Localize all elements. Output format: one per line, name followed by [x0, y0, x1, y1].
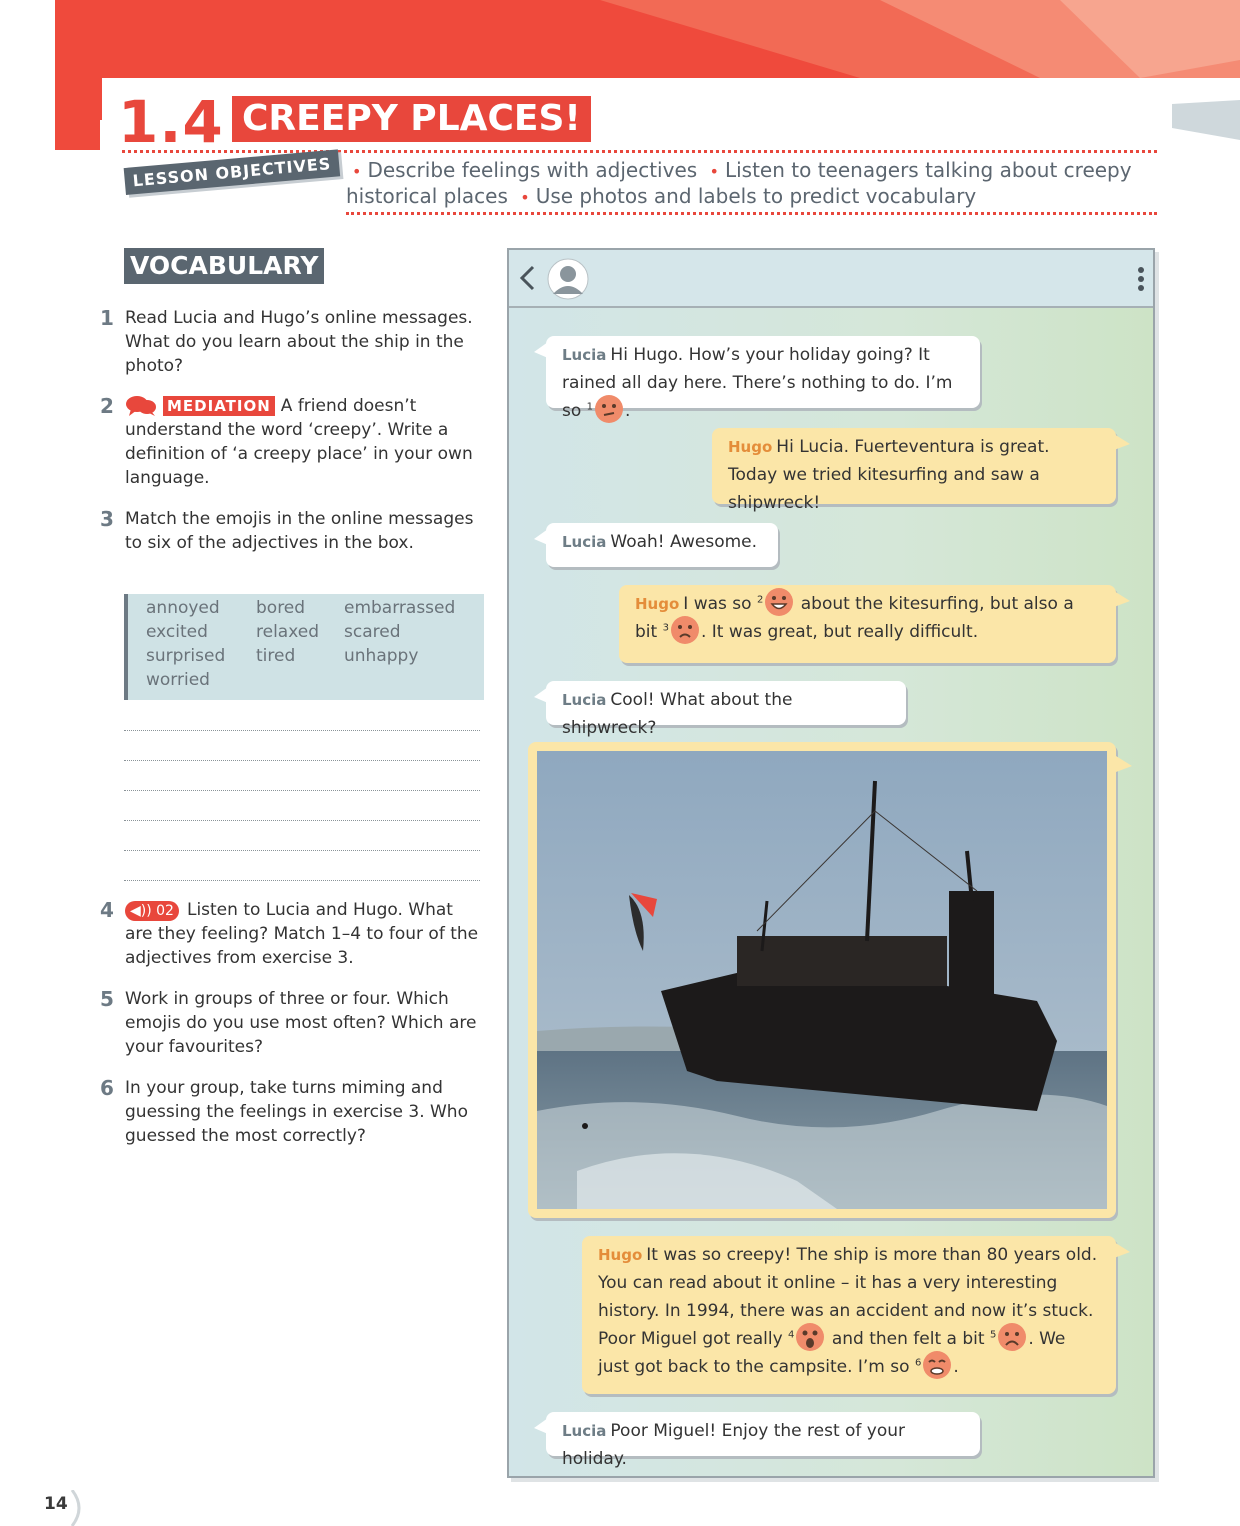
- message-text: Cool! What about the shipwreck?: [562, 690, 793, 738]
- word-item: embarrassed: [344, 598, 456, 618]
- objective-1: Describe feelings with adjectives: [367, 158, 698, 182]
- exercise-text: Read Lucia and Hugo’s online messages. What do you learn about the ship in the photo?: [125, 308, 473, 376]
- chat-message-hugo: [619, 585, 1116, 663]
- message-text: It was so creepy! The ship is more than 80 years old. You can read about it online – it has a very interesting history. In 1994, there was an accident and now it’s stuck. Poor Miguel got really: [598, 1245, 1098, 1349]
- emoji-number: 6: [914, 1357, 922, 1369]
- exercise-2-text: A friend doesn’t understand the word ‘creepy’. Write a definition of ‘a creepy place’ in your own language.: [125, 396, 473, 488]
- excited-emoji-icon: [764, 587, 794, 617]
- exercise-3: [100, 507, 480, 555]
- back-arrow-icon[interactable]: [517, 264, 539, 292]
- word-item: bored: [256, 598, 306, 618]
- exercise-text: Match the emojis in the online messages to six of the adjectives in the box.: [125, 509, 474, 553]
- surprised-emoji-icon: [795, 1322, 825, 1352]
- chat-message-hugo: [712, 428, 1116, 513]
- word-item: scared: [344, 622, 401, 642]
- chat-message-lucia: [546, 1412, 980, 1469]
- sender-name: Hugo: [598, 1246, 643, 1264]
- exercise-4-text: Listen to Lucia and Hugo. What are they feeling? Match 1–4 to four of the adjectives from exercise 3.: [125, 900, 479, 968]
- message-text: Hi Hugo. How’s your holiday going? It rained all day here. There’s nothing to do. I’m so: [562, 345, 953, 421]
- lesson-objectives: [346, 158, 1146, 210]
- lesson-number: 1.4: [118, 88, 224, 156]
- sender-name: Lucia: [562, 533, 607, 551]
- answer-line[interactable]: [124, 790, 480, 791]
- exercise-text: [125, 898, 480, 970]
- exercise-text: [125, 394, 480, 490]
- sender-name: Lucia: [562, 691, 607, 709]
- message-text: Woah! Awesome.: [610, 532, 758, 552]
- page-number: 14: [44, 1494, 68, 1514]
- bullet-icon: •: [709, 162, 719, 181]
- bullet-icon: •: [352, 162, 362, 181]
- exercise-4: [100, 898, 480, 970]
- chat-header-bar: [509, 250, 1153, 308]
- audio-track-button[interactable]: [125, 901, 179, 921]
- exercise-text: Work in groups of three or four. Which emojis do you use most often? Which are your favourites?: [125, 989, 477, 1057]
- message-text: and then felt a bit: [826, 1329, 990, 1349]
- exercise-number: 3: [100, 507, 114, 531]
- emoji-number: 3: [662, 622, 669, 634]
- emoji-number: 1: [586, 401, 594, 413]
- exercise-number: 6: [100, 1076, 114, 1100]
- section-heading-vocabulary: VOCABULARY: [124, 248, 324, 284]
- lesson-objectives-label: LESSON OBJECTIVES: [124, 149, 341, 195]
- exercise-number: 1: [100, 306, 114, 330]
- exercise-1: [100, 306, 480, 378]
- answer-line[interactable]: [124, 730, 480, 731]
- objective-2: Listen to teenagers talking about creepy historical places: [346, 158, 1132, 208]
- message-text: Hi Lucia. Fuerteventura is great. Today we tried kitesurfing and saw a shipwreck!: [728, 437, 1050, 513]
- word-item: excited: [146, 622, 208, 642]
- more-options-icon[interactable]: [1137, 266, 1145, 292]
- chat-message-lucia: [546, 681, 906, 738]
- message-text: . We just got back to the campsite. I’m so: [598, 1329, 1066, 1377]
- answer-line[interactable]: [124, 820, 480, 821]
- answer-line[interactable]: [124, 760, 480, 761]
- page-corner-curl: [70, 1490, 86, 1526]
- exercise-2: [100, 394, 480, 490]
- exercise-6: [100, 1076, 480, 1148]
- word-item: surprised: [146, 646, 226, 666]
- sender-name: Lucia: [562, 1422, 607, 1440]
- lesson-title: CREEPY PLACES!: [232, 96, 591, 142]
- word-item: annoyed: [146, 598, 220, 618]
- message-text: .: [953, 1357, 959, 1377]
- message-text: Poor Miguel! Enjoy the rest of your holiday.: [562, 1421, 906, 1469]
- objective-3: Use photos and labels to predict vocabulary: [535, 184, 977, 208]
- exercise-5: [100, 987, 480, 1059]
- exercise-number: 5: [100, 987, 114, 1011]
- speech-bubbles-icon: [125, 395, 157, 417]
- shipwreck-photo[interactable]: [537, 751, 1107, 1209]
- exercise-number: 2: [100, 394, 114, 418]
- speaker-icon: ◀)): [130, 903, 157, 919]
- bullet-icon: •: [520, 188, 530, 207]
- message-text: . It was great, but really difficult.: [700, 622, 979, 642]
- word-item: relaxed: [256, 622, 320, 642]
- message-text-end: .: [625, 401, 631, 421]
- word-box: [124, 594, 484, 700]
- audio-track-number: 02: [156, 903, 174, 919]
- scared-emoji-icon: [670, 615, 700, 645]
- message-text: about the kitesurfing, but also a bit: [635, 594, 1074, 642]
- annoyed-emoji-icon: [594, 394, 624, 424]
- divider-top: [122, 150, 1157, 153]
- sender-name: Lucia: [562, 346, 607, 364]
- exercise-number: 4: [100, 898, 114, 922]
- message-text: I was so: [683, 594, 757, 614]
- answer-line[interactable]: [124, 880, 480, 881]
- mediation-badge: MEDIATION: [163, 396, 275, 416]
- chat-photo-message: [528, 742, 1116, 1218]
- chat-message-lucia: [546, 336, 980, 421]
- exercise-text: In your group, take turns miming and guessing the feelings in exercise 3. Who guessed the most correctly?: [125, 1078, 468, 1146]
- chat-message-hugo: [582, 1236, 1116, 1394]
- word-item: unhappy: [344, 646, 419, 666]
- word-item: tired: [256, 646, 296, 666]
- sender-name: Hugo: [728, 438, 773, 456]
- contact-avatar-icon[interactable]: [547, 258, 589, 300]
- emoji-number: 4: [788, 1329, 795, 1341]
- emoji-number: 2: [756, 594, 764, 606]
- tired-emoji-icon: [922, 1350, 952, 1380]
- chat-message-lucia: [546, 523, 778, 567]
- divider-bottom: [346, 212, 1157, 215]
- emoji-number: 5: [989, 1329, 997, 1341]
- word-item: worried: [146, 670, 210, 690]
- unhappy-emoji-icon: [997, 1322, 1027, 1352]
- sender-name: Hugo: [635, 595, 680, 613]
- answer-line[interactable]: [124, 850, 480, 851]
